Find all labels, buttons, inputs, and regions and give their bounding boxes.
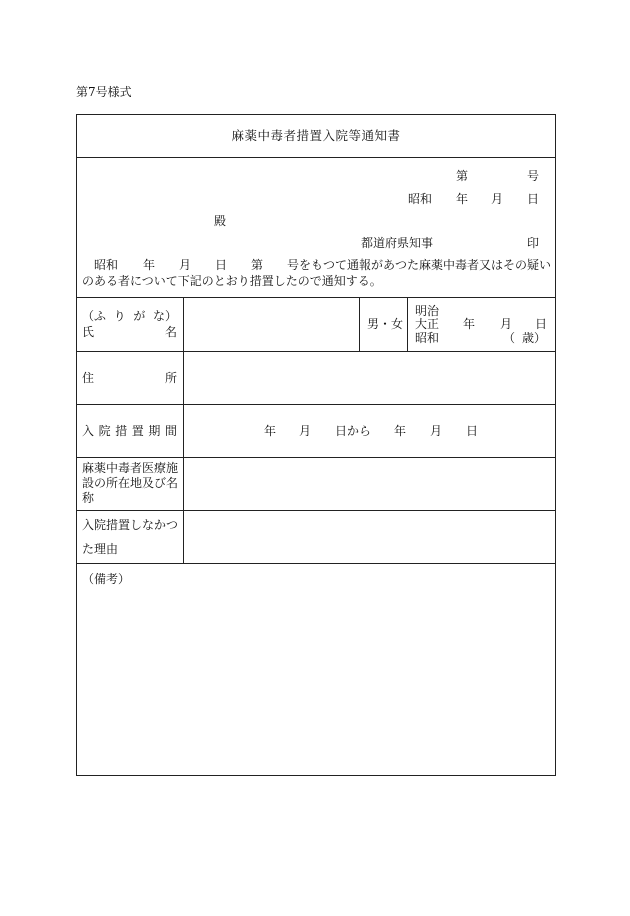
facility-label-line3: 称	[82, 491, 95, 505]
period-to-day: 日	[466, 424, 479, 438]
date-day-unit: 日	[527, 192, 540, 206]
facility-label-line1: 麻薬中毒者医療施	[82, 461, 179, 475]
notice-divider	[76, 297, 556, 298]
birth-era-meiji: 明治	[415, 304, 440, 318]
period-label-char: 置	[131, 424, 144, 438]
title-divider	[76, 157, 556, 158]
period-label-char: 間	[164, 424, 177, 438]
issuer-title: 都道府県知事	[361, 236, 434, 250]
period-from-day: 日から	[335, 424, 372, 438]
furigana-char: が	[133, 309, 146, 323]
body-number-prefix: 第	[251, 258, 264, 272]
address-label-char: 住	[82, 371, 95, 385]
reason-row-divider	[76, 563, 556, 564]
body-text-line1: 号をもつて通報があつた麻薬中毒者又はその疑い	[287, 258, 552, 272]
body-year-unit: 年	[143, 258, 156, 272]
name-label-char: 名	[164, 325, 177, 339]
address-row-divider	[76, 404, 556, 405]
period-row-divider	[76, 457, 556, 458]
address-label	[82, 372, 177, 384]
period-from-month: 月	[299, 424, 312, 438]
date-month-unit: 月	[491, 192, 504, 206]
name-row-divider	[76, 351, 556, 352]
birth-era-showa: 昭和	[415, 331, 440, 345]
body-era: 昭和	[94, 258, 119, 272]
period-label-char: 院	[98, 424, 111, 438]
birth-month-unit: 月	[500, 317, 513, 331]
period-to-month: 月	[430, 424, 443, 438]
furigana-label	[82, 310, 177, 322]
birth-era-taisho: 大正	[415, 317, 440, 331]
body-month-unit: 月	[179, 258, 192, 272]
form-number: 第7号様式	[76, 85, 132, 99]
body-day-unit: 日	[215, 258, 228, 272]
reason-label-line2: た理由	[82, 542, 119, 556]
period-from-year: 年	[264, 424, 277, 438]
name-label-char: 氏	[82, 325, 95, 339]
reason-label-line1: 入院措置しなかつ	[82, 518, 179, 532]
facility-row-divider	[76, 510, 556, 511]
label-column-divider	[183, 297, 184, 563]
period-label-char: 期	[148, 424, 161, 438]
form-title: 麻薬中毒者措置入院等通知書	[231, 128, 401, 143]
address-label-char: 所	[164, 371, 177, 385]
sex-options: 男・女	[367, 317, 404, 331]
sex-column-left-divider	[359, 297, 360, 351]
period-label-char: 入	[82, 424, 95, 438]
seal-mark: 印	[527, 236, 540, 250]
period-label-char: 措	[115, 424, 128, 438]
form-frame	[76, 114, 556, 776]
furigana-char: な）	[152, 309, 177, 323]
age-unit: 歳）	[522, 331, 547, 345]
date-era: 昭和	[408, 192, 433, 206]
name-label	[82, 326, 177, 338]
furigana-char: り	[113, 309, 126, 323]
birth-day-unit: 日	[535, 317, 548, 331]
body-text-line2: のある者について下記のとおり措置したので通知する。	[82, 274, 382, 288]
addressee-honorific: 殿	[214, 214, 227, 228]
document-number-suffix: 号	[527, 169, 540, 183]
age-open-paren: （	[503, 331, 516, 345]
birth-year-unit: 年	[463, 317, 476, 331]
facility-label-line2: 設の所在地及び名	[82, 476, 179, 490]
sex-column-right-divider	[407, 297, 408, 351]
document-number-prefix: 第	[456, 169, 469, 183]
remarks-label: （備考）	[82, 572, 131, 586]
period-to-year: 年	[394, 424, 407, 438]
furigana-char: （ふ	[82, 309, 107, 323]
date-year-unit: 年	[456, 192, 469, 206]
period-label	[82, 425, 177, 437]
